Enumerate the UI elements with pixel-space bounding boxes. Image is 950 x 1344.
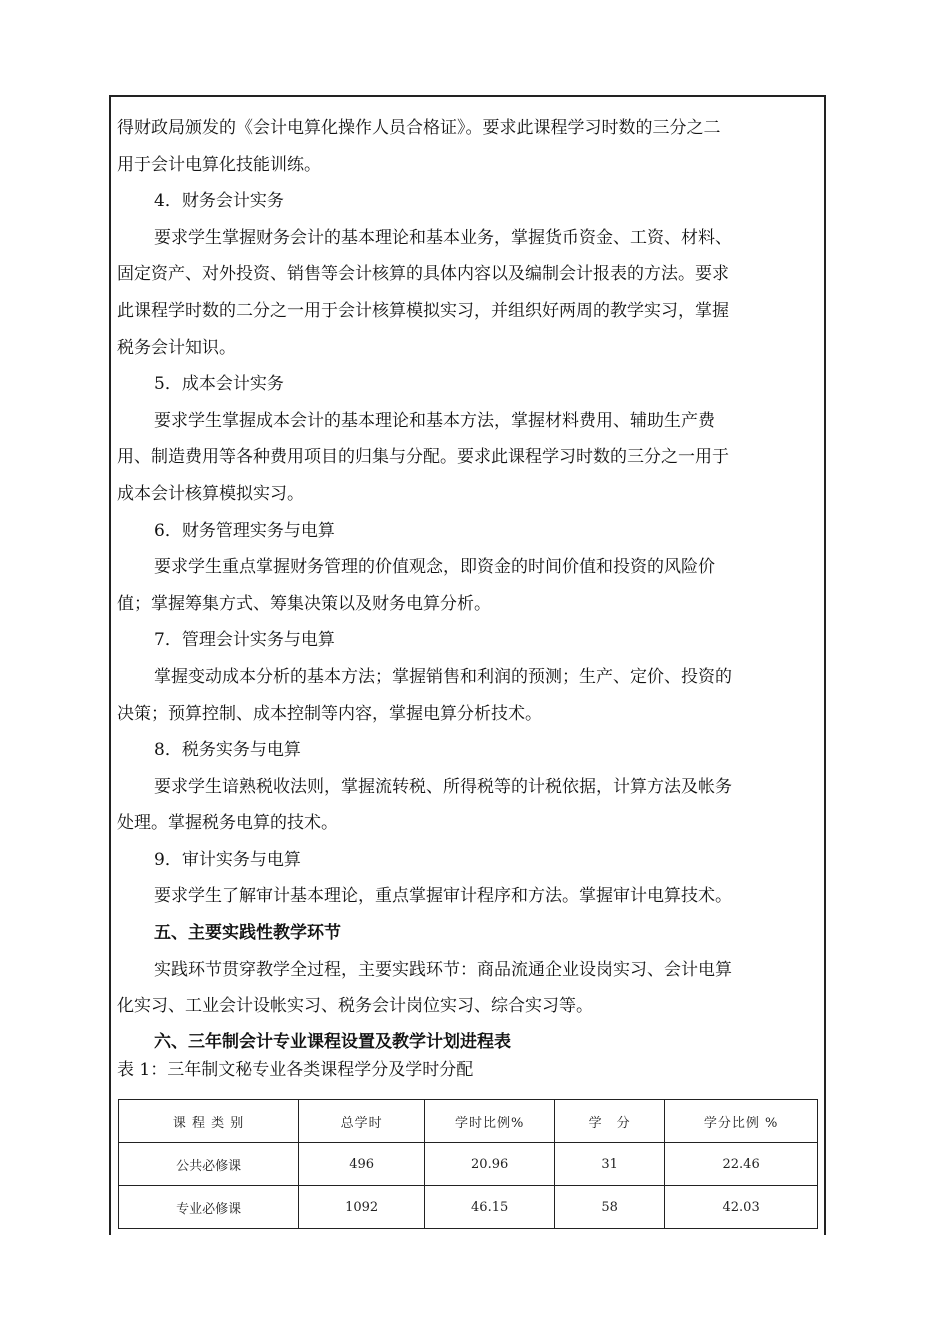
paragraph-line: 6．财务管理实务与电算 [154,520,335,541]
paragraph-line: 值；掌握筹集方式、筹集决策以及财务电算分析。 [117,593,491,614]
credit-hours-table [118,1099,818,1229]
column-header: 总学时 [299,1100,425,1143]
document-body [117,110,820,1083]
column-header: 学时比例% [425,1100,555,1143]
table-cell: 58 [555,1186,665,1229]
table-cell: 1092 [299,1186,425,1229]
column-header: 学分比例 % [665,1100,818,1143]
column-header: 学 分 [555,1100,665,1143]
table-cell: 46.15 [425,1186,555,1229]
paragraph-line: 9．审计实务与电算 [154,849,301,870]
table-cell: 42.03 [665,1186,818,1229]
table-cell: 22.46 [665,1143,818,1186]
table-cell: 31 [555,1143,665,1186]
table-header-row [119,1100,818,1143]
table-cell: 公共必修课 [119,1143,299,1186]
paragraph-line: 此课程学时数的二分之一用于会计核算模拟实习，并组织好两周的教学实习，掌握 [117,300,729,321]
paragraph-line: 7．管理会计实务与电算 [154,630,335,651]
paragraph-line: 成本会计核算模拟实习。 [117,483,304,504]
paragraph-line: 要求学生重点掌握财务管理的价值观念，即资金的时间价值和投资的风险价 [154,557,715,578]
paragraph-line: 决策；预算控制、成本控制等内容，掌握电算分析技术。 [117,703,542,724]
paragraph-line: 要求学生了解审计基本理论，重点掌握审计程序和方法。掌握审计电算技术。 [154,886,732,907]
section-six-heading: 六、三年制会计专业课程设置及教学计划进程表 [154,1031,511,1052]
paragraph-line: 5．成本会计实务 [154,374,284,395]
paragraph-list [117,110,820,1025]
paragraph-line: 用于会计电算化技能训练。 [117,154,321,175]
paragraph-line: 4．财务会计实务 [154,191,284,212]
paragraph-line: 固定资产、对外投资、销售等会计核算的具体内容以及编制会计报表的方法。要求 [117,264,729,285]
table-row [119,1143,818,1186]
paragraph-line: 处理。掌握税务电算的技术。 [117,813,338,834]
section-heading: 五、主要实践性教学环节 [154,923,341,944]
table-cell: 496 [299,1143,425,1186]
table-cell: 20.96 [425,1143,555,1186]
table-cell: 专业必修课 [119,1186,299,1229]
table-row [119,1186,818,1229]
column-header: 课 程 类 别 [119,1100,299,1143]
paragraph-line: 要求学生谙熟税收法则，掌握流转税、所得税等的计税依据，计算方法及帐务 [154,776,732,797]
paragraph-line: 8．税务实务与电算 [154,740,301,761]
paragraph-line: 实践环节贯穿教学全过程，主要实践环节：商品流通企业设岗实习、会计电算 [154,959,732,980]
table-caption: 表 1：三年制文秘专业各类课程学分及学时分配 [117,1059,474,1080]
paragraph-line: 用、制造费用等各种费用项目的归集与分配。要求此课程学习时数的三分之一用于 [117,447,729,468]
paragraph-line: 掌握变动成本分析的基本方法；掌握销售和利润的预测；生产、定价、投资的 [154,666,732,687]
paragraph-line: 要求学生掌握财务会计的基本理论和基本业务，掌握货币资金、工资、材料、 [154,227,732,248]
paragraph-line: 化实习、工业会计设帐实习、税务会计岗位实习、综合实习等。 [117,996,593,1017]
paragraph-line: 要求学生掌握成本会计的基本理论和基本方法，掌握材料费用、辅助生产费 [154,410,715,431]
paragraph-line: 得财政局颁发的《会计电算化操作人员合格证》。要求此课程学习时数的三分之二 [117,118,721,138]
paragraph-line: 税务会计知识。 [117,337,236,358]
